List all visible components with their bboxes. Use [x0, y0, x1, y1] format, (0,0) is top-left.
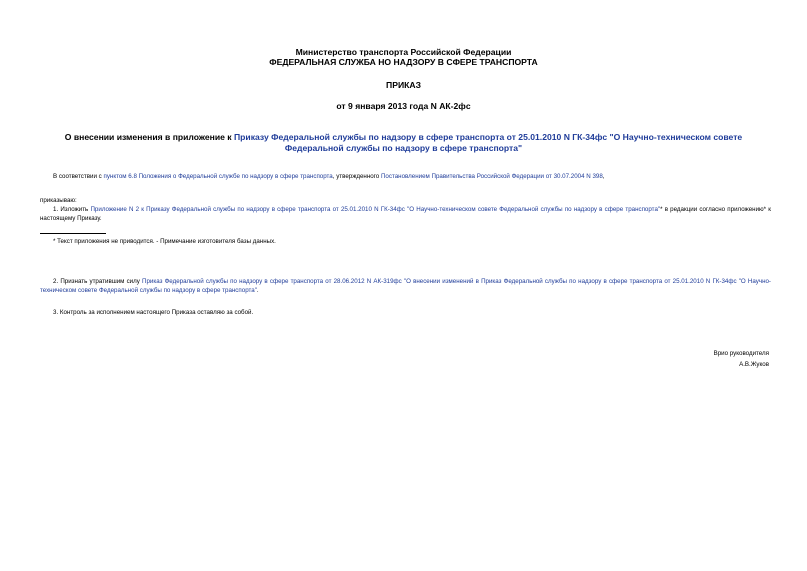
- item-2-paragraph: [40, 277, 771, 295]
- order-word: приказываю:: [40, 197, 77, 204]
- item-2-text-2: .: [256, 287, 259, 294]
- title-prefix: О внесении изменения в приложение к: [64, 132, 234, 142]
- document-date-number: от 9 января 2013 года N АК-2фс: [336, 101, 471, 111]
- item-1-link-appendix-2[interactable]: Приложение N 2 к Приказу Федеральной службы по надзору в сфере транспорта от 25.01.2010 N ГК-34фс "О Научно-техническом совете Федеральной службы по надзору в сфере транспорта": [90, 206, 661, 213]
- preamble-link-government-decree[interactable]: Постановлением Правительства Российской Федерации от 30.07.2004 N 398: [380, 173, 603, 180]
- preamble-link-regulation[interactable]: пунктом 6.8 Положения о Федеральной службе по надзору в сфере транспорта: [103, 173, 333, 180]
- preamble-paragraph: [40, 172, 771, 181]
- footnote-text: * Текст приложения не приводится. - Примечание изготовителя базы данных.: [53, 238, 276, 245]
- ministry-name: Министерство транспорта Российской Федерации: [295, 47, 512, 57]
- service-name: ФЕДЕРАЛЬНАЯ СЛУЖБА НО НАДЗОРУ В СФЕРЕ ТРАНСПОРТА: [269, 57, 538, 67]
- footnote-separator: [40, 233, 106, 234]
- item-2-text-1: 2. Признать утратившим силу: [53, 278, 143, 285]
- item-3-paragraph: 3. Контроль за исполнением настоящего Приказа оставляю за собой.: [53, 309, 254, 316]
- preamble-text-3: ,: [602, 173, 605, 180]
- item-1-text-2: * в редакции согласно приложению* к настоящему Приказу.: [40, 206, 771, 222]
- title-link-order-gk-34fs[interactable]: Приказу Федеральной службы по надзору в сфере транспорта от 25.01.2010 N ГК-34фс "О Научно-техническом совете Федеральной службы по надзору в сфере транспорта": [234, 132, 743, 153]
- preamble-text-1: В соответствии с: [53, 173, 104, 180]
- signature-name: А.В.Жуков: [739, 361, 769, 368]
- preamble-text-2: , утвержденного: [332, 173, 381, 180]
- item-2-link-order-ak-319fs[interactable]: Приказ Федеральной службы по надзору в сфере транспорта от 28.06.2012 N АК-319фс "О внесении изменений в Приказ Федеральной службы по надзору в сфере транспорта от 25.01.2010 N ГК-34фс "О Научно-техническом совете Федеральной службы по надзору в сфере транспорта": [40, 278, 771, 294]
- item-1-paragraph: [40, 205, 771, 223]
- document-type: ПРИКАЗ: [386, 80, 421, 90]
- item-1-text-1: 1. Изложить: [53, 206, 91, 213]
- signature-position: Врио руководителя: [713, 350, 769, 357]
- document-title: [40, 132, 767, 154]
